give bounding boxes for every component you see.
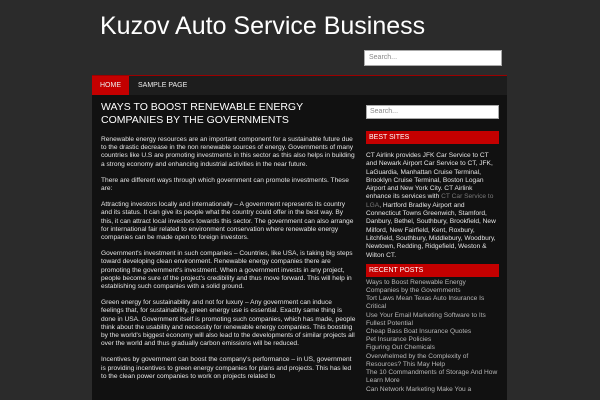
sidebar	[366, 105, 499, 394]
post-title[interactable]: WAYS TO BOOST RENEWABLE ENERGY COMPANIES BY THE GOVERNMENTS	[101, 101, 303, 126]
best-sites-text-after: , Hartford Bradley Airport and Connecticut Towns Greenwich, Stamford, Danbury, Bethel, Southbury, Brookfield, New Milford, New Fairfield, Kent, Roxbury, Litchfield, Southbury, Middlebury, Woodbury, Newtown, Redding, Ridgefield, Weston & Wilton CT.	[366, 201, 496, 259]
post-paragraph: Attracting investors locally and internationally – A government represents its country and its status. It can give its people what the country could offer in the best way. By this, it can attract local investors towards this sector. The government can also arrange for international fair related to environment conservation where renewable energy companies can be made open to foreign investors.	[101, 201, 354, 242]
recent-posts-list	[366, 279, 499, 394]
best-sites-text-before: CT Airlink provides JFK Car Service to CT and Newark Airport Car Service to CT, JFK, LaGuardia, Manhattan Cruise Terminal, Brooklyn Cruise Terminal, Boston Logan Airport and New York City. CT Airlink enhance its services with	[366, 152, 493, 201]
recent-post-link[interactable]: Pet Insurance Policies	[366, 336, 432, 344]
post-paragraph: Green energy for sustainability and not for luxury – Any government can induce feelings that, for sustainability, green energy use is essential. Exactly same thing is done in USA. Government itself is promoting such companies, which has made, people think about the usability and necessity for renewable energy companies. This boosting by the world's biggest economy will also lead to the developments of similar projects all over the world and thus gradually carbon emissions will be reduced.	[101, 299, 356, 348]
recent-post-link[interactable]: Tort Laws Mean Texas Auto Insurance Is Critical	[366, 295, 485, 311]
recent-post-link[interactable]: Can Network Marketing Make You a	[366, 385, 472, 393]
recent-post-link[interactable]: Use Your Email Marketing Software to Its Fullest Potential	[366, 311, 486, 327]
post-paragraph: Renewable energy resources are an important component for a sustainable future due to the drastic decrease in the non renewable sources of energy. Governments of many countries like U.S are promoting investments in this sector as this also helps in building a strong economy and enhancing industrial activities in the near future.	[101, 136, 355, 168]
header-search-input[interactable]: Search...	[364, 50, 502, 66]
post-paragraph: There are different ways through which government can promote investments. These are:	[101, 176, 349, 193]
recent-post-link[interactable]: The 10 Commandments of Storage And How Learn More	[366, 369, 498, 385]
post-paragraph: Government's investment in such companies – Countries, like USA, is taking big steps toward developing clean environment. Renewable energy companies there are promoting the government's investment. When a government invests in any project, people become sure of the project's credibility and thus move forward. This will help in establishing such companies with a solid ground.	[101, 250, 353, 291]
recent-post-link[interactable]: Cheap Bass Boat Insurance Quotes	[366, 328, 472, 336]
sidebar-search-input[interactable]: Search...	[366, 105, 499, 119]
post-paragraph: Incentives by government can boost the company's performance – in US, government is providing incentives to green energy companies for plans and projects. This has led to the clean power companies to work on projects related to	[101, 356, 352, 380]
nav-item-sample-page[interactable]: SAMPLE PAGE	[138, 82, 188, 89]
recent-posts-heading: RECENT POSTS	[366, 264, 499, 277]
main-content-area	[92, 95, 507, 400]
site-title[interactable]: Kuzov Auto Service Business	[100, 12, 426, 40]
recent-post-link[interactable]: Figuring Out Chemicals	[366, 344, 435, 352]
nav-item-home[interactable]: HOME	[92, 76, 129, 96]
best-sites-heading: BEST SITES	[366, 131, 499, 144]
lga-car-service-link[interactable]: CT Car Service to LGA	[366, 193, 494, 209]
post-article	[101, 101, 356, 389]
recent-post-link[interactable]: Overwhelmed by the Complexity of Resources? This May Help	[366, 352, 469, 368]
recent-post-link[interactable]: Ways to Boost Renewable Energy Companies by the Governments	[366, 278, 466, 295]
main-navigation	[92, 75, 507, 96]
best-sites-text	[366, 152, 499, 260]
